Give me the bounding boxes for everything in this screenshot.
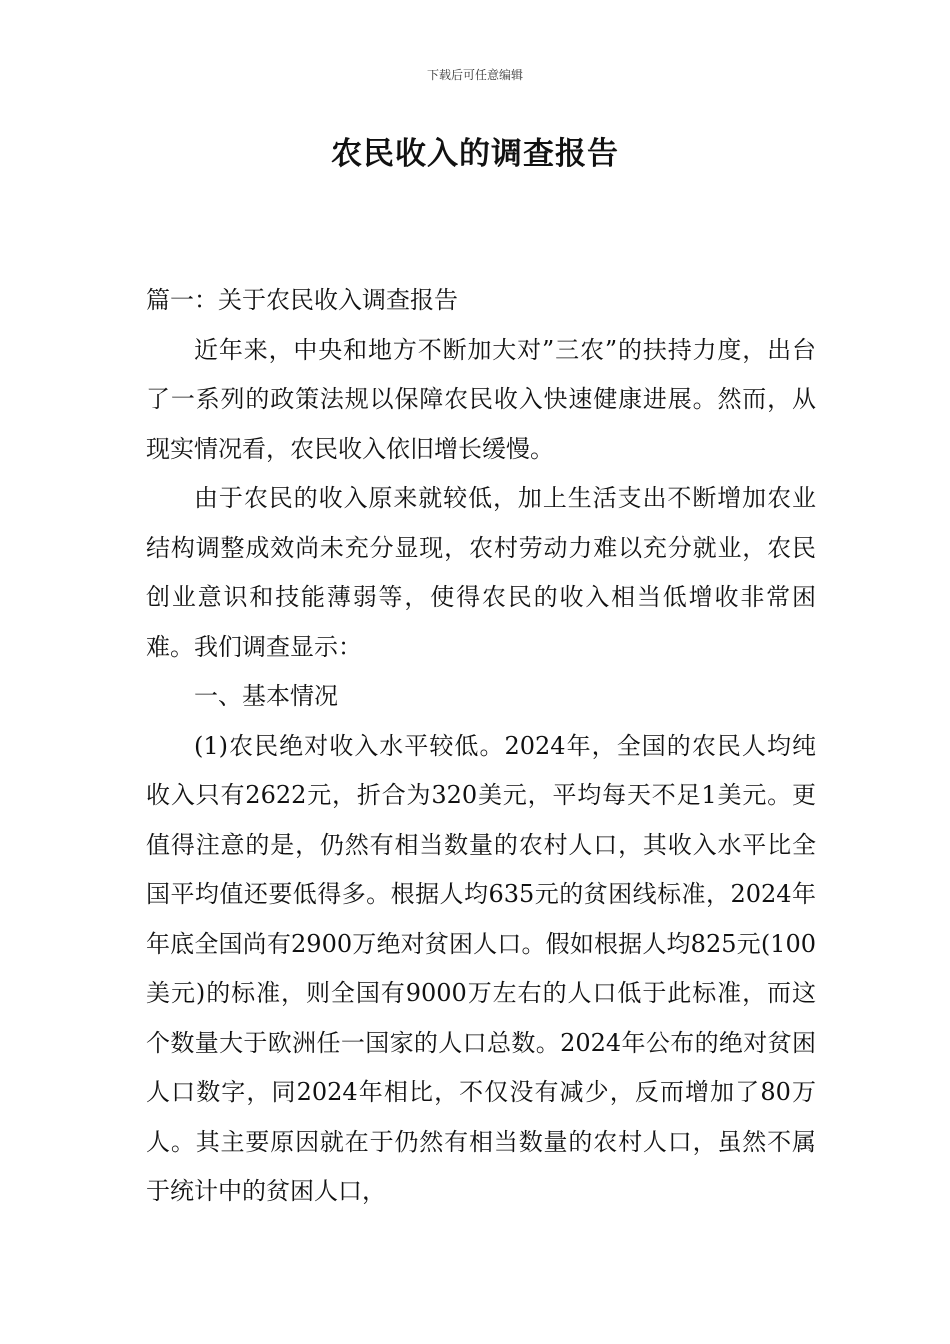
document-title: 农民收入的调查报告 [331, 136, 619, 172]
paragraph-income-level: (1)农民绝对收入水平较低。2024年，全国的农民人均纯收入只有2622元，折合为320美元，平均每天不足1美元。更值得注意的是，仍然有相当数量的农村人口，其收入水平比全国平均值还要低得多。根据人均635元的贫困线标准，2024年年底全国尚有2900万绝对贫困人口。假如根据人均825元(100美元)的标准，则全国有9000万左右的人口低于此标准，而这个数量大于欧洲任一国家的人口总数。2024年公布的绝对贫困人口数字，同2024年相比，不仅没有减少，反而增加了80万人。其主要原因就在于仍然有相当数量的农村人口，虽然不属于统计中的贫困人口， [146, 731, 816, 1205]
section-heading: 篇一：关于农民收入调查报告 [146, 286, 458, 314]
header-note: 下载后可任意编辑 [426, 68, 523, 82]
paragraph-intro: 近年来，中央和地方不断加大对”三农”的扶持力度，出台了一系列的政策法规以保障农民收入快速健康进展。然而，从现实情况看，农民收入依旧增长缓慢。 [146, 335, 816, 463]
paragraph-causes: 由于农民的收入原来就较低，加上生活支出不断增加农业结构调整成效尚未充分显现，农村劳动力难以充分就业，农民创业意识和技能薄弱等，使得农民的收入相当低增收非常困难。我们调查显示： [146, 484, 816, 661]
subsection-heading: 一、基本情况 [194, 682, 338, 710]
document-body [146, 276, 816, 1217]
